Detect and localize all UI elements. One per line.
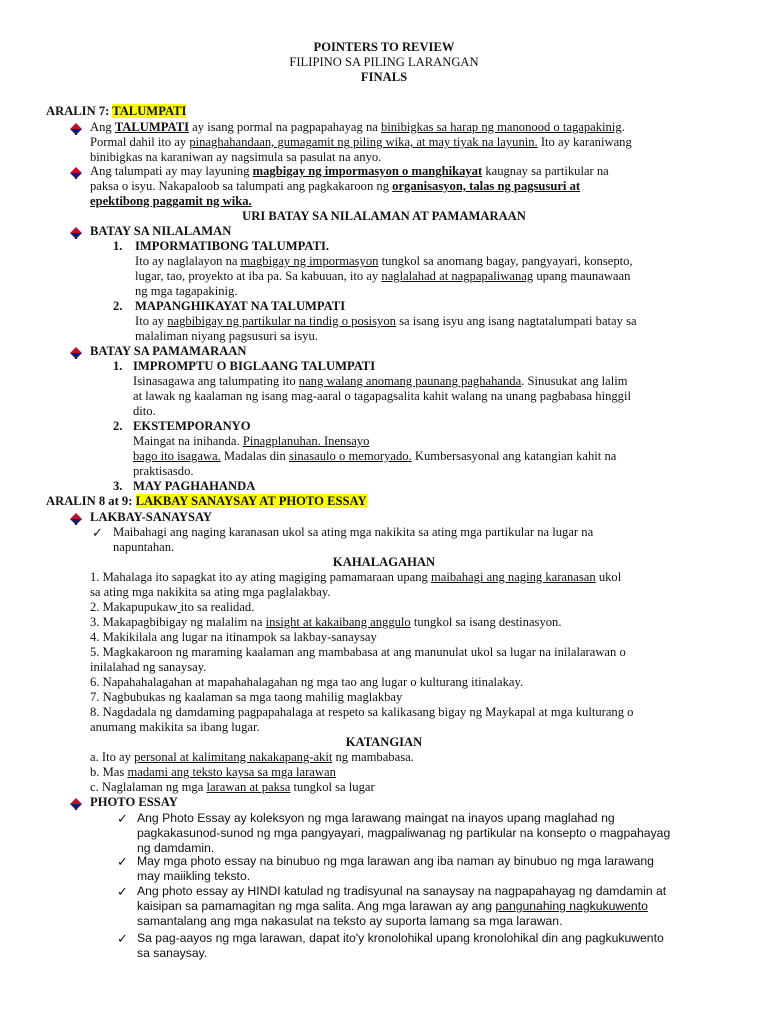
arrow-bullet-icon — [70, 167, 82, 179]
section-heading: KAHALAGAHAN — [332, 555, 436, 569]
arrow-bullet-icon — [70, 798, 82, 810]
subsection-heading: BATAY SA NILALAMAN — [90, 224, 232, 238]
paragraph-line: malaliman niyang pagsusuri sa isyu. — [135, 329, 318, 343]
checkmark-icon: ✓ — [117, 811, 128, 826]
list-number: 2. — [113, 299, 123, 313]
paragraph-line: binibigkas na karaniwan ay nagsimula sa pasulat na anyo. — [90, 150, 382, 164]
paragraph-line: Ito ay naglalayon na magbigay ng impormasyon tungkol sa anomang bagay, pangyayari, konsepto, — [135, 254, 633, 268]
paragraph-line: b. Mas madami ang teksto kaysa sa mga larawan — [90, 765, 336, 779]
paragraph-line: napuntahan. — [113, 540, 175, 554]
paragraph-line: sa ating mga nakikita sa ating mga paglalakbay. — [90, 585, 331, 599]
paragraph-line: kaisipan sa pamamagitan ng mga salita. Ang mga larawan ay ang pangunahing nagkukuwento — [137, 899, 648, 913]
aralin7-prefix: ARALIN 7: — [46, 104, 113, 118]
paragraph-line: Sa pag-aayos ng mga larawan, dapat ito'y kronolohikal upang kronolohikal din ang pagkukuwento — [137, 931, 664, 945]
paragraph-line: paksa o isyu. Nakapaloob sa talumpati ang pagkakaroon ng organisasyon, talas ng pagsusuri at — [90, 179, 581, 193]
paragraph-line: Maingat na inihanda. Pinagplanuhan. Inensayo — [133, 434, 370, 448]
paragraph-line: 4. Makikilala ang lugar na itinampok sa lakbay-sanaysay — [90, 630, 377, 644]
aralin7-title: TALUMPATI — [112, 104, 187, 118]
paragraph-line: Ito ay nagbibigay ng partikular na tindig o posisyon sa isang isyu ang isang nagtatalumpati batay sa — [135, 314, 637, 328]
section-heading: KATANGIAN — [345, 735, 423, 749]
list-number: 2. — [113, 419, 123, 433]
doc-subject: FILIPINO SA PILING LARANGAN — [289, 55, 479, 69]
list-item-title: EKSTEMPORANYO — [133, 419, 251, 433]
list-item-title: IMPORMATIBONG TALUMPATI. — [135, 239, 330, 253]
paragraph-line: Maibahagi ang naging karanasan ukol sa ating mga nakikita sa ating mga partikular na lugar na — [113, 525, 594, 539]
paragraph-line: 2. Makapupukaw ito sa realidad. — [90, 600, 255, 614]
subsection-heading: LAKBAY-SANAYSAY — [90, 510, 213, 524]
section-heading: URI BATAY SA NILALAMAN AT PAMAMARAAN — [242, 209, 526, 223]
aralin8-prefix: ARALIN 8 at 9: — [46, 494, 136, 508]
paragraph-line: Isinasagawa ang talumpating ito nang walang anomang paunang paghahanda. Sinusukat ang lalim — [133, 374, 628, 388]
list-item-title: IMPROMPTU O BIGLAANG TALUMPATI — [133, 359, 376, 373]
paragraph-line: bago ito isagawa. Madalas din sinasaulo o memoryado. Kumbersasyonal ang katangian kahit na — [133, 449, 617, 463]
paragraph-line: 6. Napahahalagahan at mapahahalagahan ng mga tao ang lugar o kulturang itinalakay. — [90, 675, 524, 689]
paragraph-line: samantalang ang mga nakasulat na teksto ay suporta lamang sa mga larawan. — [137, 914, 563, 928]
paragraph-line: 8. Nagdadala ng damdaming pagpapahalaga at respeto sa kalikasang bigay ng Maykapal at mga kulturang o — [90, 705, 634, 719]
subsection-heading: BATAY SA PAMAMARAAN — [90, 344, 247, 358]
list-item-title: MAPANGHIKAYAT NA TALUMPATI — [135, 299, 346, 313]
paragraph-line: 3. Makapagbibigay ng malalim na insight at kakaibang anggulo tungkol sa isang destinasyon. — [90, 615, 562, 629]
paragraph-line: Ang Photo Essay ay koleksyon ng mga larawang maingat na inayos upang maglahad ng — [137, 811, 615, 825]
paragraph-line: c. Naglalaman ng mga larawan at paksa tungkol sa lugar — [90, 780, 375, 794]
paragraph-line: may maiikling teksto. — [137, 869, 251, 883]
paragraph-line: Pormal dahil ito ay pinaghahandaan, gumagamit ng piling wika, at may tiyak na layunin. Ito ay karaniwang — [90, 135, 632, 149]
paragraph-line: 5. Magkakaroon ng maraming kaalaman ang mambabasa at ang manunulat ukol sa lugar na inilalarawan o — [90, 645, 626, 659]
paragraph-line: ng mga tagapakinig. — [135, 284, 238, 298]
paragraph-line: Ang photo essay ay HINDI katulad ng tradisyunal na sanaysay na nagpapahayag ng damdamin at — [137, 884, 667, 898]
paragraph-line: praktisasdo. — [133, 464, 194, 478]
paragraph-line: lugar, tao, proyekto at iba pa. Sa kabuuan, ito ay naglalahad at nagpapaliwanag upang maunawaan — [135, 269, 631, 283]
checkmark-icon: ✓ — [117, 884, 128, 899]
checkmark-icon: ✓ — [117, 931, 128, 946]
list-number: 3. — [113, 479, 123, 493]
paragraph-line: May mga photo essay na binubuo ng mga larawan ang iba naman ay binubuo ng mga larawang — [137, 854, 654, 868]
paragraph-line: ng damdamin. — [137, 841, 215, 855]
checkmark-icon: ✓ — [92, 525, 103, 540]
paragraph-line: Ang talumpati ay may layuning magbigay ng impormasyon o manghikayat kaugnay sa partikular na — [90, 164, 609, 178]
paragraph-line: pagkakasunod-sunod ng mga pangyayari, magpaliwanag ng partikular na konsepto o magpahayag — [137, 826, 671, 840]
paragraph-line: 7. Nagbubukas ng kaalaman sa mga taong mahilig maglakbay — [90, 690, 403, 704]
aralin8-title: LAKBAY SANAYSAY AT PHOTO ESSAY — [135, 494, 367, 508]
paragraph-line: inilalahad ng sanaysay. — [90, 660, 207, 674]
subsection-heading: PHOTO ESSAY — [90, 795, 178, 809]
arrow-bullet-icon — [70, 227, 82, 239]
paragraph-line: dito. — [133, 404, 156, 418]
list-number: 1. — [113, 359, 123, 373]
list-number: 1. — [113, 239, 123, 253]
paragraph-line: anumang makikita sa ibang lugar. — [90, 720, 260, 734]
paragraph-line: a. Ito ay personal at kalimitang nakakapang-akit ng mambabasa. — [90, 750, 414, 764]
paragraph-line: Ang TALUMPATI ay isang pormal na pagpapahayag na binibigkas sa harap ng manonood o tagapakinig. — [90, 120, 625, 134]
list-item-title: MAY PAGHAHANDA — [133, 479, 256, 493]
doc-title: POINTERS TO REVIEW — [313, 40, 455, 54]
aralin8-heading — [46, 494, 367, 509]
aralin7-heading — [46, 104, 186, 119]
paragraph-line: epektibong paggamit ng wika. — [90, 194, 252, 208]
doc-term: FINALS — [360, 70, 408, 84]
paragraph-line: at lawak ng kaalaman ng isang mag-aaral o tagapagsalita kahit walang na unang pagbabasa hinggil — [133, 389, 631, 403]
arrow-bullet-icon — [70, 123, 82, 135]
arrow-bullet-icon — [70, 513, 82, 525]
paragraph-line: 1. Mahalaga ito sapagkat ito ay ating magiging pamamaraan upang maibahagi ang naging karanasan ukol — [90, 570, 622, 584]
checkmark-icon: ✓ — [117, 854, 128, 869]
arrow-bullet-icon — [70, 347, 82, 359]
paragraph-line: sa sanaysay. — [137, 946, 208, 960]
